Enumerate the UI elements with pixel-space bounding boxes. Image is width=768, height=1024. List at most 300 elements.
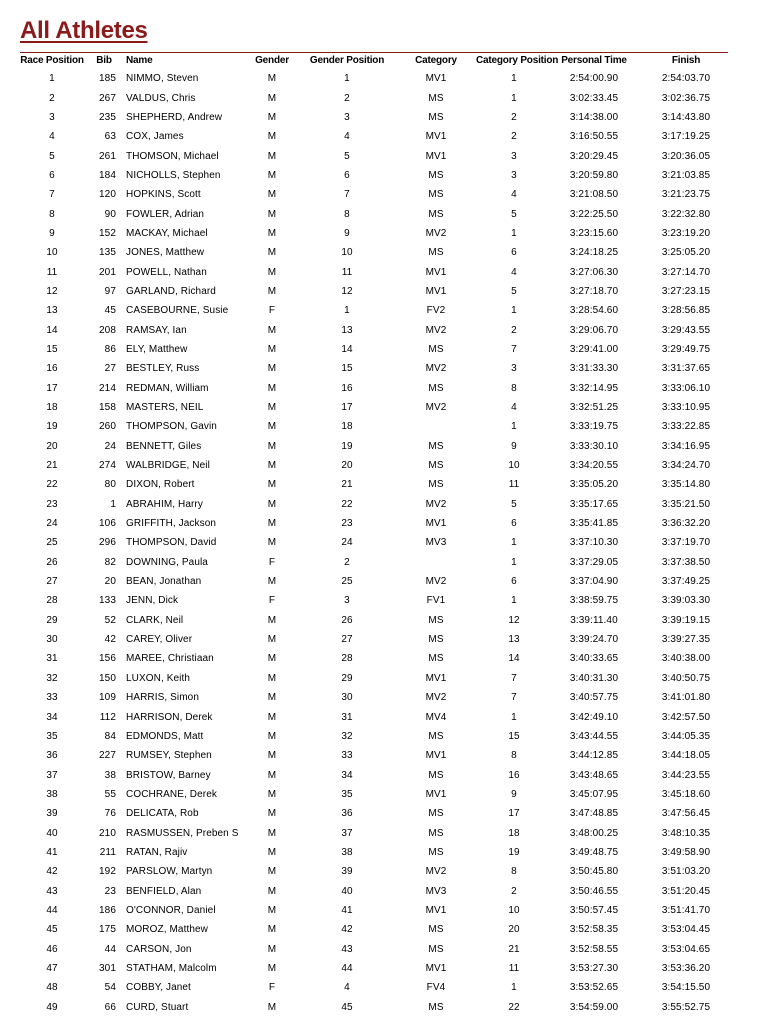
table-row bbox=[16, 320, 736, 339]
category-cell: MS bbox=[428, 189, 444, 201]
bib-cell: 152 bbox=[99, 227, 116, 239]
personal-time-cell: 3:52:58.55 bbox=[569, 943, 619, 955]
table-row bbox=[16, 340, 736, 359]
header-category-position: Category Position bbox=[476, 55, 559, 66]
gender-position-cell: 38 bbox=[341, 846, 353, 858]
race-position-cell: 28 bbox=[46, 595, 58, 607]
name-cell: JENN, Dick bbox=[126, 595, 179, 607]
table-row bbox=[16, 243, 736, 262]
category-cell: FV2 bbox=[426, 305, 446, 317]
gender-position-cell: 40 bbox=[341, 885, 353, 897]
name-cell: LUXON, Keith bbox=[126, 672, 191, 684]
finish-cell: 3:39:19.15 bbox=[661, 614, 711, 626]
header-row bbox=[16, 52, 736, 69]
gender-cell: M bbox=[267, 440, 277, 452]
header-finish: Finish bbox=[671, 55, 701, 66]
personal-time-cell: 3:14:38.00 bbox=[569, 111, 619, 123]
race-position-cell: 27 bbox=[46, 576, 58, 588]
gender-position-cell: 26 bbox=[341, 614, 353, 626]
gender-cell: F bbox=[268, 556, 276, 568]
personal-time-cell: 3:53:27.30 bbox=[569, 962, 619, 974]
gender-cell: M bbox=[267, 266, 277, 278]
finish-cell: 3:21:23.75 bbox=[661, 189, 711, 201]
category-position-cell: 1 bbox=[511, 556, 517, 568]
race-position-cell: 16 bbox=[46, 363, 58, 375]
category-position-cell: 3 bbox=[511, 150, 517, 162]
category-position-cell: 10 bbox=[508, 460, 520, 472]
gender-position-cell: 44 bbox=[341, 962, 353, 974]
gender-position-cell: 19 bbox=[341, 440, 353, 452]
race-position-cell: 32 bbox=[46, 672, 58, 684]
category-cell: MV1 bbox=[425, 131, 447, 143]
personal-time-cell: 3:37:10.30 bbox=[569, 537, 619, 549]
name-cell: HOPKINS, Scott bbox=[126, 189, 201, 201]
bib-cell: 63 bbox=[104, 131, 116, 143]
bib-cell: 42 bbox=[104, 634, 116, 646]
name-cell: BENFIELD, Alan bbox=[126, 885, 202, 897]
category-position-cell: 17 bbox=[508, 808, 520, 820]
name-cell: NIMMO, Steven bbox=[126, 73, 199, 85]
gender-cell: M bbox=[267, 576, 277, 588]
table-row bbox=[16, 514, 736, 533]
personal-time-cell: 3:20:59.80 bbox=[569, 169, 619, 181]
bib-cell: 227 bbox=[99, 750, 116, 762]
header-gender-position: Gender Position bbox=[309, 55, 385, 66]
table-row bbox=[16, 572, 736, 591]
table-row bbox=[16, 978, 736, 997]
category-cell: MV2 bbox=[425, 402, 447, 414]
category-position-cell: 5 bbox=[511, 208, 517, 220]
category-cell: MV1 bbox=[425, 285, 447, 297]
finish-cell: 3:53:04.45 bbox=[661, 924, 711, 936]
gender-cell: M bbox=[267, 1001, 277, 1013]
table-row bbox=[16, 611, 736, 630]
bib-cell: 106 bbox=[99, 518, 116, 530]
table-row bbox=[16, 301, 736, 320]
bib-cell: 184 bbox=[99, 169, 116, 181]
bib-cell: 260 bbox=[99, 421, 116, 433]
finish-cell: 3:44:23.55 bbox=[661, 769, 711, 781]
finish-cell: 3:53:04.65 bbox=[661, 943, 711, 955]
gender-position-cell: 30 bbox=[341, 692, 353, 704]
gender-cell: M bbox=[267, 866, 277, 878]
gender-position-cell: 9 bbox=[344, 227, 350, 239]
name-cell: BENNETT, Giles bbox=[126, 440, 202, 452]
finish-cell: 3:39:03.30 bbox=[661, 595, 711, 607]
name-cell: THOMPSON, David bbox=[126, 537, 217, 549]
race-position-cell: 33 bbox=[46, 692, 58, 704]
category-position-cell: 8 bbox=[511, 750, 517, 762]
name-cell: CASEBOURNE, Susie bbox=[126, 305, 229, 317]
name-cell: COBBY, Janet bbox=[126, 982, 191, 994]
finish-cell: 3:31:37.65 bbox=[661, 363, 711, 375]
name-cell: NICHOLLS, Stephen bbox=[126, 169, 221, 181]
gender-position-cell: 34 bbox=[341, 769, 353, 781]
finish-cell: 3:51:20.45 bbox=[661, 885, 711, 897]
gender-cell: M bbox=[267, 247, 277, 259]
personal-time-cell: 3:16:50.55 bbox=[569, 131, 619, 143]
category-cell: MV2 bbox=[425, 324, 447, 336]
category-cell: MS bbox=[428, 924, 444, 936]
name-cell: BESTLEY, Russ bbox=[126, 363, 200, 375]
category-cell: MS bbox=[428, 92, 444, 104]
race-position-cell: 12 bbox=[46, 285, 58, 297]
name-cell: THOMSON, Michael bbox=[126, 150, 219, 162]
finish-cell: 3:29:49.75 bbox=[661, 343, 711, 355]
bib-cell: 76 bbox=[104, 808, 116, 820]
table-row bbox=[16, 785, 736, 804]
gender-cell: M bbox=[267, 904, 277, 916]
table-row bbox=[16, 901, 736, 920]
gender-position-cell: 5 bbox=[344, 150, 350, 162]
header-gender: Gender bbox=[255, 55, 289, 66]
race-position-cell: 40 bbox=[46, 827, 58, 839]
table-row bbox=[16, 204, 736, 223]
finish-cell: 3:42:57.50 bbox=[661, 711, 711, 723]
finish-cell: 3:33:06.10 bbox=[661, 382, 711, 394]
gender-position-cell: 20 bbox=[341, 460, 353, 472]
category-position-cell: 1 bbox=[511, 421, 517, 433]
header-name: Name bbox=[126, 55, 153, 66]
gender-position-cell: 22 bbox=[341, 498, 353, 510]
race-position-cell: 36 bbox=[46, 750, 58, 762]
race-position-cell: 31 bbox=[46, 653, 58, 665]
bib-cell: 150 bbox=[99, 672, 116, 684]
personal-time-cell: 3:52:58.35 bbox=[569, 924, 619, 936]
race-position-cell: 24 bbox=[46, 518, 58, 530]
personal-time-cell: 3:29:41.00 bbox=[569, 343, 619, 355]
gender-cell: M bbox=[267, 924, 277, 936]
category-position-cell: 1 bbox=[511, 711, 517, 723]
category-position-cell: 11 bbox=[508, 479, 520, 491]
gender-position-cell: 12 bbox=[341, 285, 353, 297]
finish-cell: 3:51:41.70 bbox=[661, 904, 711, 916]
race-position-cell: 46 bbox=[46, 943, 58, 955]
race-position-cell: 23 bbox=[46, 498, 58, 510]
gender-position-cell: 25 bbox=[341, 576, 353, 588]
race-position-cell: 5 bbox=[49, 150, 55, 162]
finish-cell: 3:44:05.35 bbox=[661, 730, 711, 742]
category-position-cell: 3 bbox=[511, 363, 517, 375]
race-position-cell: 34 bbox=[46, 711, 58, 723]
category-position-cell: 18 bbox=[508, 827, 520, 839]
bib-cell: 135 bbox=[99, 247, 116, 259]
bib-cell: 52 bbox=[104, 614, 116, 626]
gender-position-cell: 35 bbox=[341, 788, 353, 800]
category-cell: MS bbox=[428, 460, 444, 472]
name-cell: RATAN, Rajiv bbox=[126, 846, 188, 858]
gender-cell: F bbox=[268, 982, 276, 994]
finish-cell: 3:37:19.70 bbox=[661, 537, 711, 549]
finish-cell: 3:17:19.25 bbox=[661, 131, 711, 143]
gender-position-cell: 28 bbox=[341, 653, 353, 665]
bib-cell: 44 bbox=[104, 943, 116, 955]
gender-position-cell: 3 bbox=[344, 595, 350, 607]
header-category: Category bbox=[415, 55, 457, 66]
table-row bbox=[16, 282, 736, 301]
gender-position-cell: 23 bbox=[341, 518, 353, 530]
bib-cell: 208 bbox=[99, 324, 116, 336]
category-cell: MV1 bbox=[425, 672, 447, 684]
name-cell: WALBRIDGE, Neil bbox=[126, 460, 210, 472]
gender-position-cell: 10 bbox=[341, 247, 353, 259]
gender-position-cell: 42 bbox=[341, 924, 353, 936]
gender-cell: M bbox=[267, 150, 277, 162]
category-position-cell: 8 bbox=[511, 866, 517, 878]
race-position-cell: 49 bbox=[46, 1001, 58, 1013]
name-cell: CARSON, Jon bbox=[126, 943, 192, 955]
category-position-cell: 9 bbox=[511, 440, 517, 452]
name-cell: COX, James bbox=[126, 131, 184, 143]
bib-cell: 38 bbox=[104, 769, 116, 781]
category-cell bbox=[396, 553, 476, 572]
table-row bbox=[16, 495, 736, 514]
race-position-cell: 21 bbox=[46, 460, 58, 472]
personal-time-cell: 3:47:48.85 bbox=[569, 808, 619, 820]
category-position-cell: 7 bbox=[511, 672, 517, 684]
race-position-cell: 48 bbox=[46, 982, 58, 994]
category-position-cell: 13 bbox=[508, 634, 520, 646]
gender-cell: M bbox=[267, 634, 277, 646]
header-race-position: Race Position bbox=[20, 55, 84, 66]
race-position-cell: 45 bbox=[46, 924, 58, 936]
gender-cell: M bbox=[267, 208, 277, 220]
name-cell: MOROZ, Matthew bbox=[126, 924, 208, 936]
gender-position-cell: 15 bbox=[341, 363, 353, 375]
bib-cell: 84 bbox=[104, 730, 116, 742]
race-position-cell: 18 bbox=[46, 402, 58, 414]
category-cell: FV4 bbox=[426, 982, 446, 994]
race-position-cell: 7 bbox=[49, 189, 55, 201]
category-cell: MS bbox=[428, 208, 444, 220]
gender-position-cell: 3 bbox=[344, 111, 350, 123]
table-row bbox=[16, 398, 736, 417]
personal-time-cell: 3:37:04.90 bbox=[569, 576, 619, 588]
category-position-cell: 6 bbox=[511, 247, 517, 259]
personal-time-cell: 3:24:18.25 bbox=[569, 247, 619, 259]
category-cell: MS bbox=[428, 1001, 444, 1013]
name-cell: THOMPSON, Gavin bbox=[126, 421, 217, 433]
personal-time-cell: 3:29:06.70 bbox=[569, 324, 619, 336]
name-cell: REDMAN, William bbox=[126, 382, 209, 394]
table-row bbox=[16, 456, 736, 475]
bib-cell: 27 bbox=[104, 363, 116, 375]
bib-cell: 97 bbox=[104, 285, 116, 297]
table-row bbox=[16, 379, 736, 398]
category-cell: MV2 bbox=[425, 866, 447, 878]
table-row bbox=[16, 669, 736, 688]
personal-time-cell: 3:28:54.60 bbox=[569, 305, 619, 317]
gender-position-cell: 31 bbox=[341, 711, 353, 723]
bib-cell: 109 bbox=[99, 692, 116, 704]
finish-cell: 3:37:38.50 bbox=[661, 556, 711, 568]
gender-cell: M bbox=[267, 285, 277, 297]
bib-cell: 201 bbox=[99, 266, 116, 278]
race-position-cell: 35 bbox=[46, 730, 58, 742]
gender-cell: M bbox=[267, 750, 277, 762]
table-row bbox=[16, 998, 736, 1017]
personal-time-cell: 3:33:19.75 bbox=[569, 421, 619, 433]
personal-time-cell: 3:50:57.45 bbox=[569, 904, 619, 916]
name-cell: COCHRANE, Derek bbox=[126, 788, 217, 800]
race-position-cell: 41 bbox=[46, 846, 58, 858]
category-cell: MV2 bbox=[425, 227, 447, 239]
race-position-cell: 30 bbox=[46, 634, 58, 646]
category-cell: MS bbox=[428, 846, 444, 858]
race-position-cell: 2 bbox=[49, 92, 55, 104]
name-cell: DIXON, Robert bbox=[126, 479, 195, 491]
bib-cell: 192 bbox=[99, 866, 116, 878]
gender-position-cell: 2 bbox=[344, 92, 350, 104]
bib-cell: 66 bbox=[104, 1001, 116, 1013]
category-cell: FV1 bbox=[426, 595, 446, 607]
gender-cell: M bbox=[267, 131, 277, 143]
gender-position-cell: 1 bbox=[344, 73, 350, 85]
race-position-cell: 38 bbox=[46, 788, 58, 800]
category-cell: MV1 bbox=[425, 518, 447, 530]
bib-cell: 120 bbox=[99, 189, 116, 201]
name-cell: ABRAHIM, Harry bbox=[126, 498, 203, 510]
table-row bbox=[16, 688, 736, 707]
bib-cell: 210 bbox=[99, 827, 116, 839]
category-cell: MV3 bbox=[425, 537, 447, 549]
bib-cell: 80 bbox=[104, 479, 116, 491]
category-cell: MV1 bbox=[425, 73, 447, 85]
personal-time-cell: 3:39:11.40 bbox=[570, 614, 618, 626]
table-row bbox=[16, 475, 736, 494]
category-position-cell: 1 bbox=[511, 537, 517, 549]
bib-cell: 1 bbox=[110, 498, 116, 510]
finish-cell: 3:27:23.15 bbox=[661, 285, 711, 297]
category-cell: MS bbox=[428, 943, 444, 955]
category-cell: MV1 bbox=[425, 788, 447, 800]
table-row bbox=[16, 630, 736, 649]
bib-cell: 133 bbox=[99, 595, 116, 607]
gender-position-cell: 41 bbox=[341, 904, 353, 916]
gender-cell: M bbox=[267, 363, 277, 375]
table-row bbox=[16, 224, 736, 243]
personal-time-cell: 3:32:51.25 bbox=[569, 402, 619, 414]
category-position-cell: 4 bbox=[511, 266, 517, 278]
finish-cell: 3:55:52.75 bbox=[661, 1001, 711, 1013]
personal-time-cell: 3:21:08.50 bbox=[569, 189, 619, 201]
category-cell: MV3 bbox=[425, 885, 447, 897]
personal-time-cell: 3:33:30.10 bbox=[569, 440, 619, 452]
race-position-cell: 15 bbox=[46, 343, 58, 355]
race-position-cell: 13 bbox=[46, 305, 58, 317]
race-position-cell: 29 bbox=[46, 614, 58, 626]
race-position-cell: 19 bbox=[46, 421, 58, 433]
name-cell: DOWNING, Paula bbox=[126, 556, 208, 568]
category-cell: MS bbox=[428, 169, 444, 181]
finish-cell: 3:35:21.50 bbox=[661, 498, 711, 510]
race-position-cell: 44 bbox=[46, 904, 58, 916]
gender-cell: M bbox=[267, 169, 277, 181]
bib-cell: 82 bbox=[104, 556, 116, 568]
personal-time-cell: 3:50:46.55 bbox=[569, 885, 619, 897]
bib-cell: 45 bbox=[104, 305, 116, 317]
gender-cell: M bbox=[267, 189, 277, 201]
bib-cell: 274 bbox=[99, 460, 116, 472]
table-row bbox=[16, 262, 736, 281]
personal-time-cell: 3:43:48.65 bbox=[569, 769, 619, 781]
category-position-cell: 3 bbox=[511, 169, 517, 181]
category-cell: MS bbox=[428, 247, 444, 259]
finish-cell: 3:37:49.25 bbox=[661, 576, 711, 588]
bib-cell: 20 bbox=[104, 576, 116, 588]
bib-cell: 86 bbox=[104, 343, 116, 355]
gender-position-cell: 17 bbox=[341, 402, 353, 414]
gender-cell: M bbox=[267, 672, 277, 684]
race-position-cell: 6 bbox=[49, 169, 55, 181]
gender-cell: M bbox=[267, 885, 277, 897]
personal-time-cell: 2:54:00.90 bbox=[569, 73, 619, 85]
name-cell: VALDUS, Chris bbox=[126, 92, 196, 104]
name-cell: GRIFFITH, Jackson bbox=[126, 518, 217, 530]
personal-time-cell: 3:43:44.55 bbox=[569, 730, 619, 742]
category-position-cell: 1 bbox=[511, 73, 517, 85]
personal-time-cell: 3:35:17.65 bbox=[569, 498, 619, 510]
gender-cell: M bbox=[267, 962, 277, 974]
gender-position-cell: 39 bbox=[341, 866, 353, 878]
name-cell: O'CONNOR, Daniel bbox=[126, 904, 216, 916]
table-row bbox=[16, 591, 736, 610]
race-position-cell: 14 bbox=[46, 324, 58, 336]
table-row bbox=[16, 959, 736, 978]
results-table bbox=[16, 52, 736, 1017]
category-cell: MV1 bbox=[425, 750, 447, 762]
gender-cell: M bbox=[267, 769, 277, 781]
table-row bbox=[16, 185, 736, 204]
name-cell: GARLAND, Richard bbox=[126, 285, 216, 297]
name-cell: RASMUSSEN, Preben S bbox=[126, 827, 239, 839]
personal-time-cell: 3:32:14.95 bbox=[569, 382, 619, 394]
category-cell: MS bbox=[428, 440, 444, 452]
category-position-cell: 4 bbox=[511, 402, 517, 414]
race-position-cell: 11 bbox=[46, 266, 58, 278]
category-position-cell: 11 bbox=[508, 962, 520, 974]
bib-cell: 235 bbox=[99, 111, 116, 123]
gender-cell: M bbox=[267, 498, 277, 510]
bib-cell: 301 bbox=[99, 962, 116, 974]
bib-cell: 186 bbox=[99, 904, 116, 916]
bib-cell: 261 bbox=[99, 150, 116, 162]
race-position-cell: 10 bbox=[46, 247, 58, 259]
gender-cell: M bbox=[267, 343, 277, 355]
finish-cell: 3:44:18.05 bbox=[661, 750, 711, 762]
table-row bbox=[16, 146, 736, 165]
name-cell: ELY, Matthew bbox=[126, 343, 188, 355]
personal-time-cell: 3:50:45.80 bbox=[569, 866, 619, 878]
category-position-cell: 20 bbox=[508, 924, 520, 936]
finish-cell: 3:33:22.85 bbox=[661, 421, 711, 433]
finish-cell: 3:20:36.05 bbox=[661, 150, 711, 162]
gender-cell: M bbox=[267, 692, 277, 704]
table-row bbox=[16, 804, 736, 823]
personal-time-cell: 3:38:59.75 bbox=[569, 595, 619, 607]
bib-cell: 175 bbox=[99, 924, 116, 936]
bib-cell: 214 bbox=[99, 382, 116, 394]
personal-time-cell: 3:48:00.25 bbox=[569, 827, 619, 839]
table-row bbox=[16, 862, 736, 881]
personal-time-cell: 3:35:41.85 bbox=[569, 518, 619, 530]
name-cell: MASTERS, NEIL bbox=[126, 402, 204, 414]
gender-cell: M bbox=[267, 382, 277, 394]
personal-time-cell: 3:27:06.30 bbox=[569, 266, 619, 278]
gender-position-cell: 13 bbox=[341, 324, 353, 336]
personal-time-cell: 3:40:31.30 bbox=[569, 672, 619, 684]
category-cell: MS bbox=[428, 111, 444, 123]
